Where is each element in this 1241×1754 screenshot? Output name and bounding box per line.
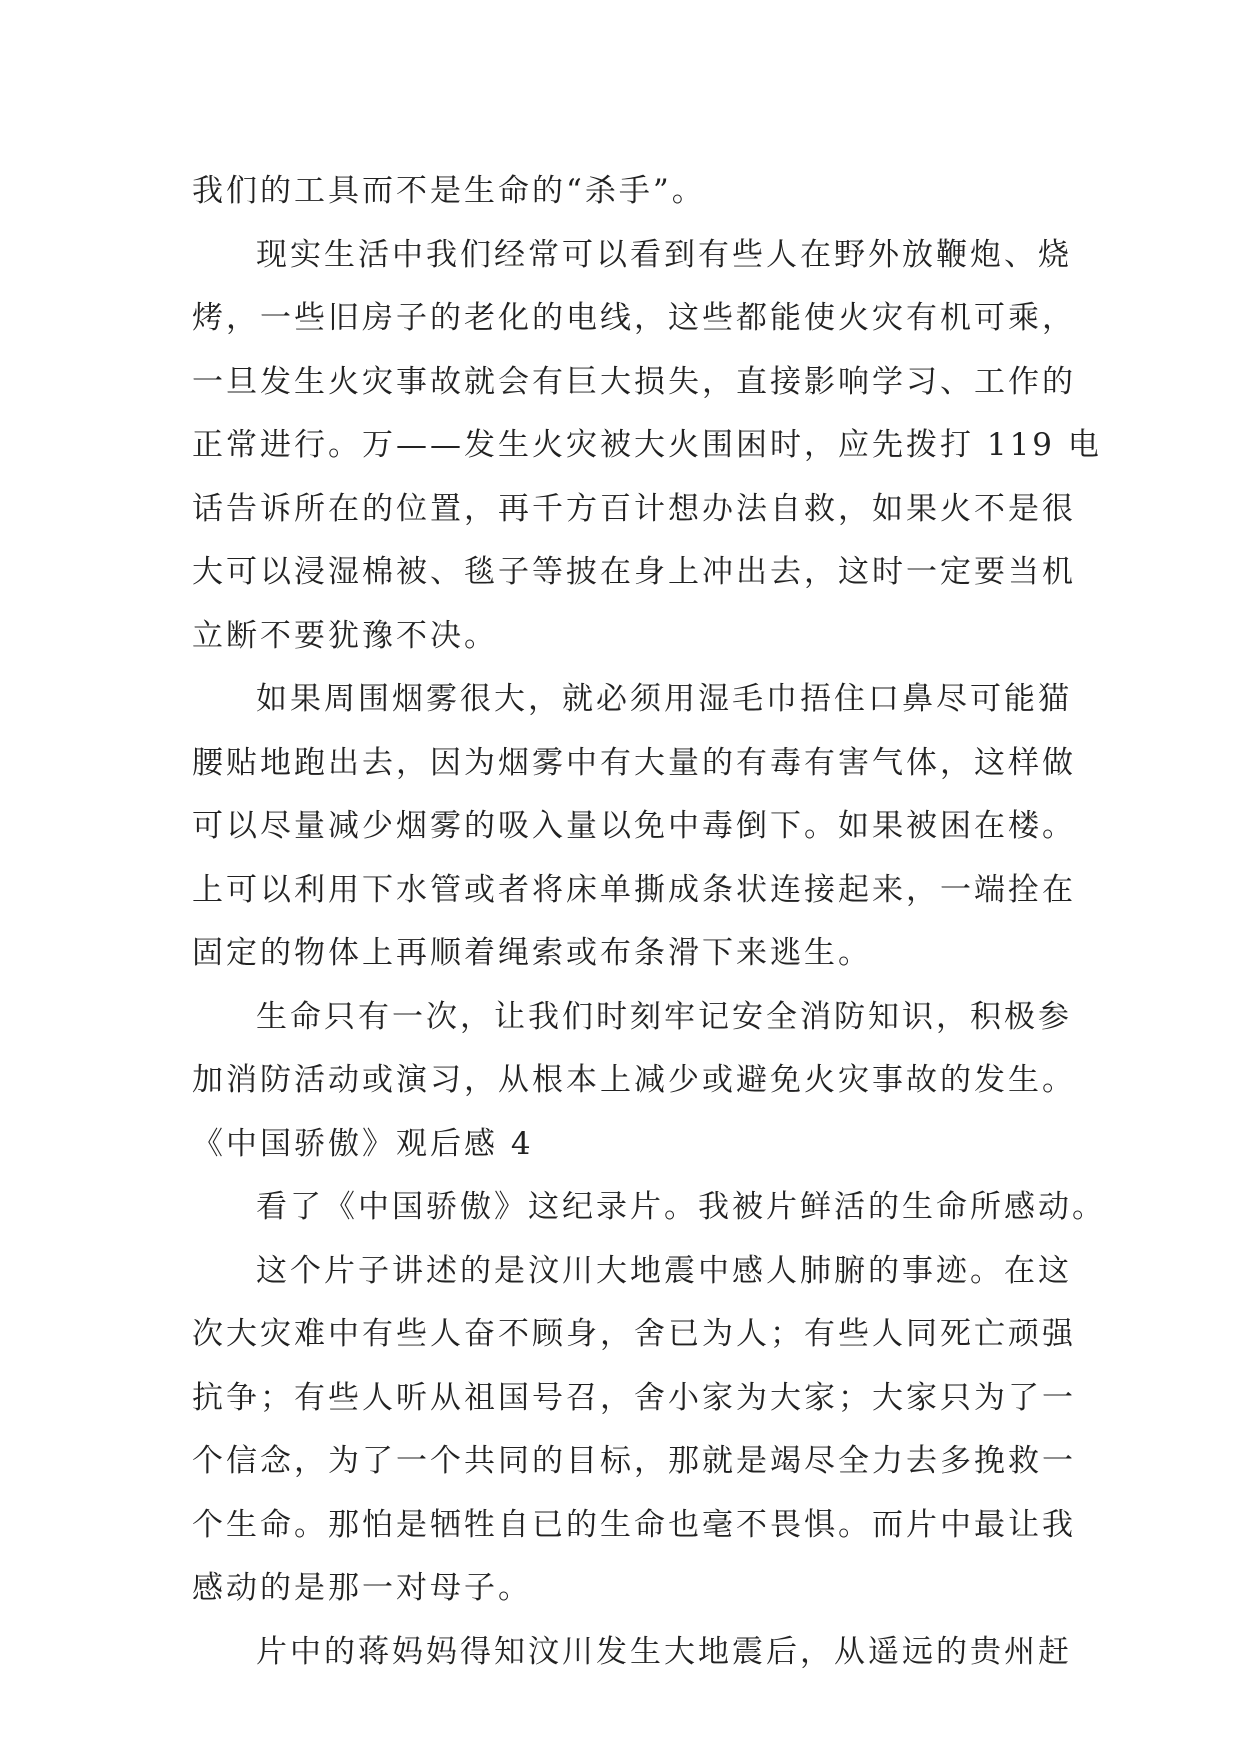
text-line: 个信念，为了一个共同的目标，那就是竭尽全力去多挽救一: [192, 1443, 1076, 1479]
document-body: [192, 160, 1106, 1684]
text-line: 大可以浸湿棉被、毯子等披在身上冲出去，这时一定要当机: [192, 554, 1076, 590]
text-line: 生命只有一次，让我们时刻牢记安全消防知识，积极参: [256, 998, 1072, 1035]
text-line: 抗争；有些人听从祖国号召，舍小家为大家；大家只为了一: [192, 1379, 1076, 1416]
text-line: 加消防活动或演习，从根本上减少或避免火灾事故的发生。: [192, 1062, 1076, 1098]
text-line: 感动的是那一对母子。: [192, 1570, 532, 1606]
text-line: 这个片子讲述的是汶川大地震中感人肺腑的事迹。在这: [256, 1252, 1072, 1289]
text-line: 立断不要犹豫不决。: [192, 617, 498, 654]
section-heading: 《中国骄傲》观后感 4: [192, 1125, 534, 1162]
text-line: 烤，一些旧房子的老化的电线，这些都能使火灾有机可乘，: [192, 300, 1076, 336]
text-line: 话告诉所在的位置，再千方百计想办法自救，如果火不是很: [192, 490, 1076, 527]
text-line: 腰贴地跑出去，因为烟雾中有大量的有毒有害气体，这样做: [192, 744, 1076, 781]
text-line: 看了《中国骄傲》这纪录片。我被片鲜活的生命所感动。: [256, 1189, 1106, 1225]
text-line: 一旦发生火灾事故就会有巨大损失，直接影响学习、工作的: [192, 363, 1076, 400]
text-line: 次大灾难中有些人奋不顾身，舍已为人；有些人同死亡顽强: [192, 1316, 1076, 1352]
text-line: 正常进行。万——发生火灾被大火围困时，应先拨打 119 电: [192, 427, 1102, 463]
text-line: 现实生活中我们经常可以看到有些人在野外放鞭炮、烧: [256, 236, 1072, 273]
text-line: 我们的工具而不是生命的“杀手”。: [192, 173, 706, 209]
text-line: 如果周围烟雾很大，就必须用湿毛巾捂住口鼻尽可能猫: [256, 681, 1072, 717]
text-line: 个生命。那怕是牺牲自已的生命也毫不畏惧。而片中最让我: [192, 1506, 1076, 1543]
text-line: 片中的蒋妈妈得知汶川发生大地震后，从遥远的贵州赶: [256, 1633, 1072, 1670]
text-line: 上可以利用下水管或者将床单撕成条状连接起来，一端拴在: [192, 871, 1076, 908]
text-line: 可以尽量减少烟雾的吸入量以免中毒倒下。如果被困在楼。: [192, 808, 1076, 844]
text-line: 固定的物体上再顺着绳索或布条滑下来逃生。: [192, 935, 872, 971]
